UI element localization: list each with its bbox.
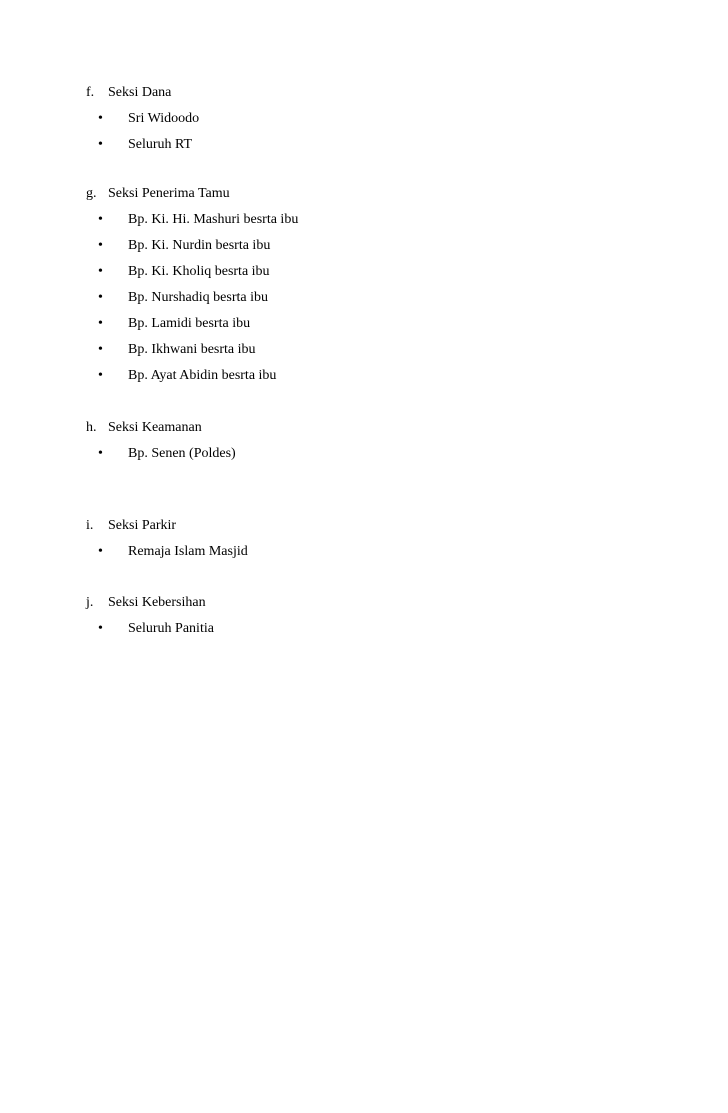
bullet-icon: •	[98, 368, 103, 383]
bullet-icon: •	[98, 264, 103, 279]
list-item-text: Sri Widoodo	[128, 111, 200, 126]
list-item	[86, 207, 686, 233]
section-g	[86, 181, 686, 389]
list-item	[86, 539, 686, 565]
section-title: Seksi Parkir	[108, 518, 177, 533]
bullet-icon: •	[98, 212, 103, 227]
bullet-icon: •	[98, 342, 103, 357]
section-marker: h.	[86, 420, 97, 435]
section-i	[86, 513, 686, 565]
bullet-icon: •	[98, 238, 103, 253]
list-item-text: Seluruh RT	[128, 137, 193, 152]
bullet-icon: •	[98, 137, 103, 152]
section-title: Seksi Kebersihan	[108, 595, 206, 610]
bullet-icon: •	[98, 544, 103, 559]
list-item	[86, 259, 686, 285]
section-marker: g.	[86, 186, 97, 201]
list-item-text: Bp. Senen (Poldes)	[128, 446, 236, 461]
section-marker: i.	[86, 518, 94, 533]
list-item-text: Bp. Nurshadiq besrta ibu	[128, 290, 268, 305]
list-item-text: Bp. Ayat Abidin besrta ibu	[128, 368, 277, 383]
section-j	[86, 590, 686, 642]
list-item	[86, 285, 686, 311]
section-f	[86, 80, 686, 158]
list-item	[86, 132, 686, 158]
bullet-icon: •	[98, 621, 103, 636]
section-title: Seksi Keamanan	[108, 420, 202, 435]
list-item-text: Bp. Ikhwani besrta ibu	[128, 342, 256, 357]
list-item-text: Bp. Ki. Kholiq besrta ibu	[128, 264, 270, 279]
list-item-text: Seluruh Panitia	[128, 621, 214, 636]
bullet-icon: •	[98, 290, 103, 305]
list-item-text: Bp. Lamidi besrta ibu	[128, 316, 251, 331]
section-h	[86, 415, 686, 467]
list-item-text: Bp. Ki. Nurdin besrta ibu	[128, 238, 271, 253]
section-title: Seksi Penerima Tamu	[108, 186, 230, 201]
list-item	[86, 363, 686, 389]
list-item	[86, 616, 686, 642]
list-item	[86, 311, 686, 337]
list-item	[86, 337, 686, 363]
section-heading	[86, 80, 686, 106]
list-item	[86, 441, 686, 467]
bullet-icon: •	[98, 111, 103, 126]
section-heading	[86, 590, 686, 616]
section-heading	[86, 415, 686, 441]
list-item	[86, 233, 686, 259]
list-item-text: Bp. Ki. Hi. Mashuri besrta ibu	[128, 212, 299, 227]
list-item	[86, 106, 686, 132]
bullet-icon: •	[98, 316, 103, 331]
section-heading	[86, 181, 686, 207]
section-heading	[86, 513, 686, 539]
section-marker: j.	[86, 595, 94, 610]
list-item-text: Remaja Islam Masjid	[128, 544, 248, 559]
bullet-icon: •	[98, 446, 103, 461]
section-title: Seksi Dana	[108, 85, 172, 100]
section-marker: f.	[86, 85, 95, 100]
